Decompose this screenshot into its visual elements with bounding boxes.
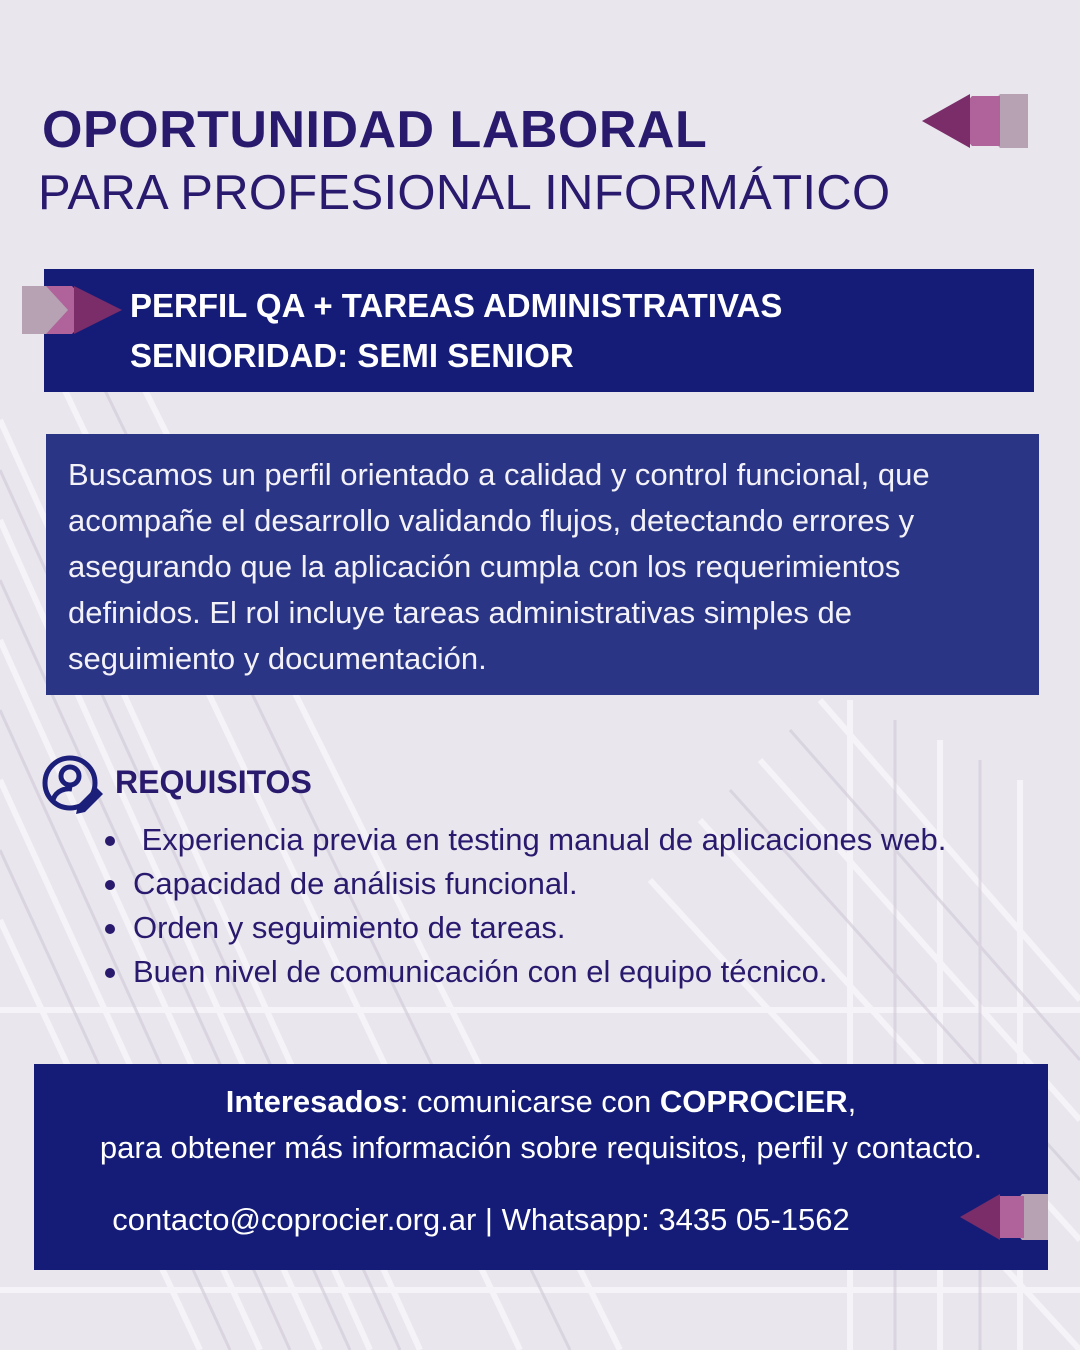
- profile-banner: [44, 269, 1034, 392]
- description-box: [46, 434, 1039, 695]
- list-item: [100, 906, 946, 950]
- list-item-text: Orden y seguimiento de tareas.: [133, 910, 566, 945]
- requirements-list: [100, 818, 946, 994]
- contact-details: contacto@coprocier.org.ar | Whatsapp: 3435 05-1562: [112, 1202, 850, 1237]
- chevron-left-decoration-icon: [958, 1192, 1048, 1242]
- list-item: [100, 818, 946, 862]
- org-suffix: ,: [847, 1084, 857, 1119]
- user-profile-edit-icon: [40, 753, 104, 817]
- bullet: [105, 924, 115, 934]
- org-name: COPROCIER: [659, 1084, 848, 1119]
- chevron-left-decoration-icon: [920, 92, 1032, 150]
- requirements-title: REQUISITOS: [115, 764, 312, 800]
- bullet: [105, 880, 115, 890]
- list-item-text: Capacidad de análisis funcional.: [133, 866, 578, 901]
- list-item: [100, 862, 946, 906]
- bullet: [105, 836, 115, 846]
- interested-label: Interesados: [225, 1084, 400, 1119]
- profile-role: PERFIL QA + TAREAS ADMINISTRATIVAS: [130, 287, 783, 324]
- contact-box: [34, 1064, 1048, 1270]
- list-item-text: Buen nivel de comunicación con el equipo técnico.: [133, 954, 828, 989]
- contact-intro: [34, 1084, 1048, 1120]
- description-text: Buscamos un perfil orientado a calidad y control funcional, que acompañe el desarrollo validando flujos, detectando errores y asegurando que la aplicación cumpla con los requerimientos definidos. El rol incluye tareas administrativas simples de seguimiento y documentación.: [68, 457, 930, 676]
- list-item: [100, 950, 946, 994]
- contact-info-line: para obtener más información sobre requisitos, perfil y contacto.: [99, 1130, 983, 1165]
- bullet: [105, 968, 115, 978]
- chevron-right-decoration-icon: [20, 284, 124, 336]
- profile-seniority: SENIORIDAD: SEMI SENIOR: [130, 337, 574, 374]
- interested-text: : comunicarse con: [399, 1084, 660, 1119]
- page-title: OPORTUNIDAD LABORAL: [42, 101, 708, 159]
- list-item-text: Experiencia previa en testing manual de aplicaciones web.: [133, 822, 947, 857]
- page-subtitle: PARA PROFESIONAL INFORMÁTICO: [38, 166, 891, 220]
